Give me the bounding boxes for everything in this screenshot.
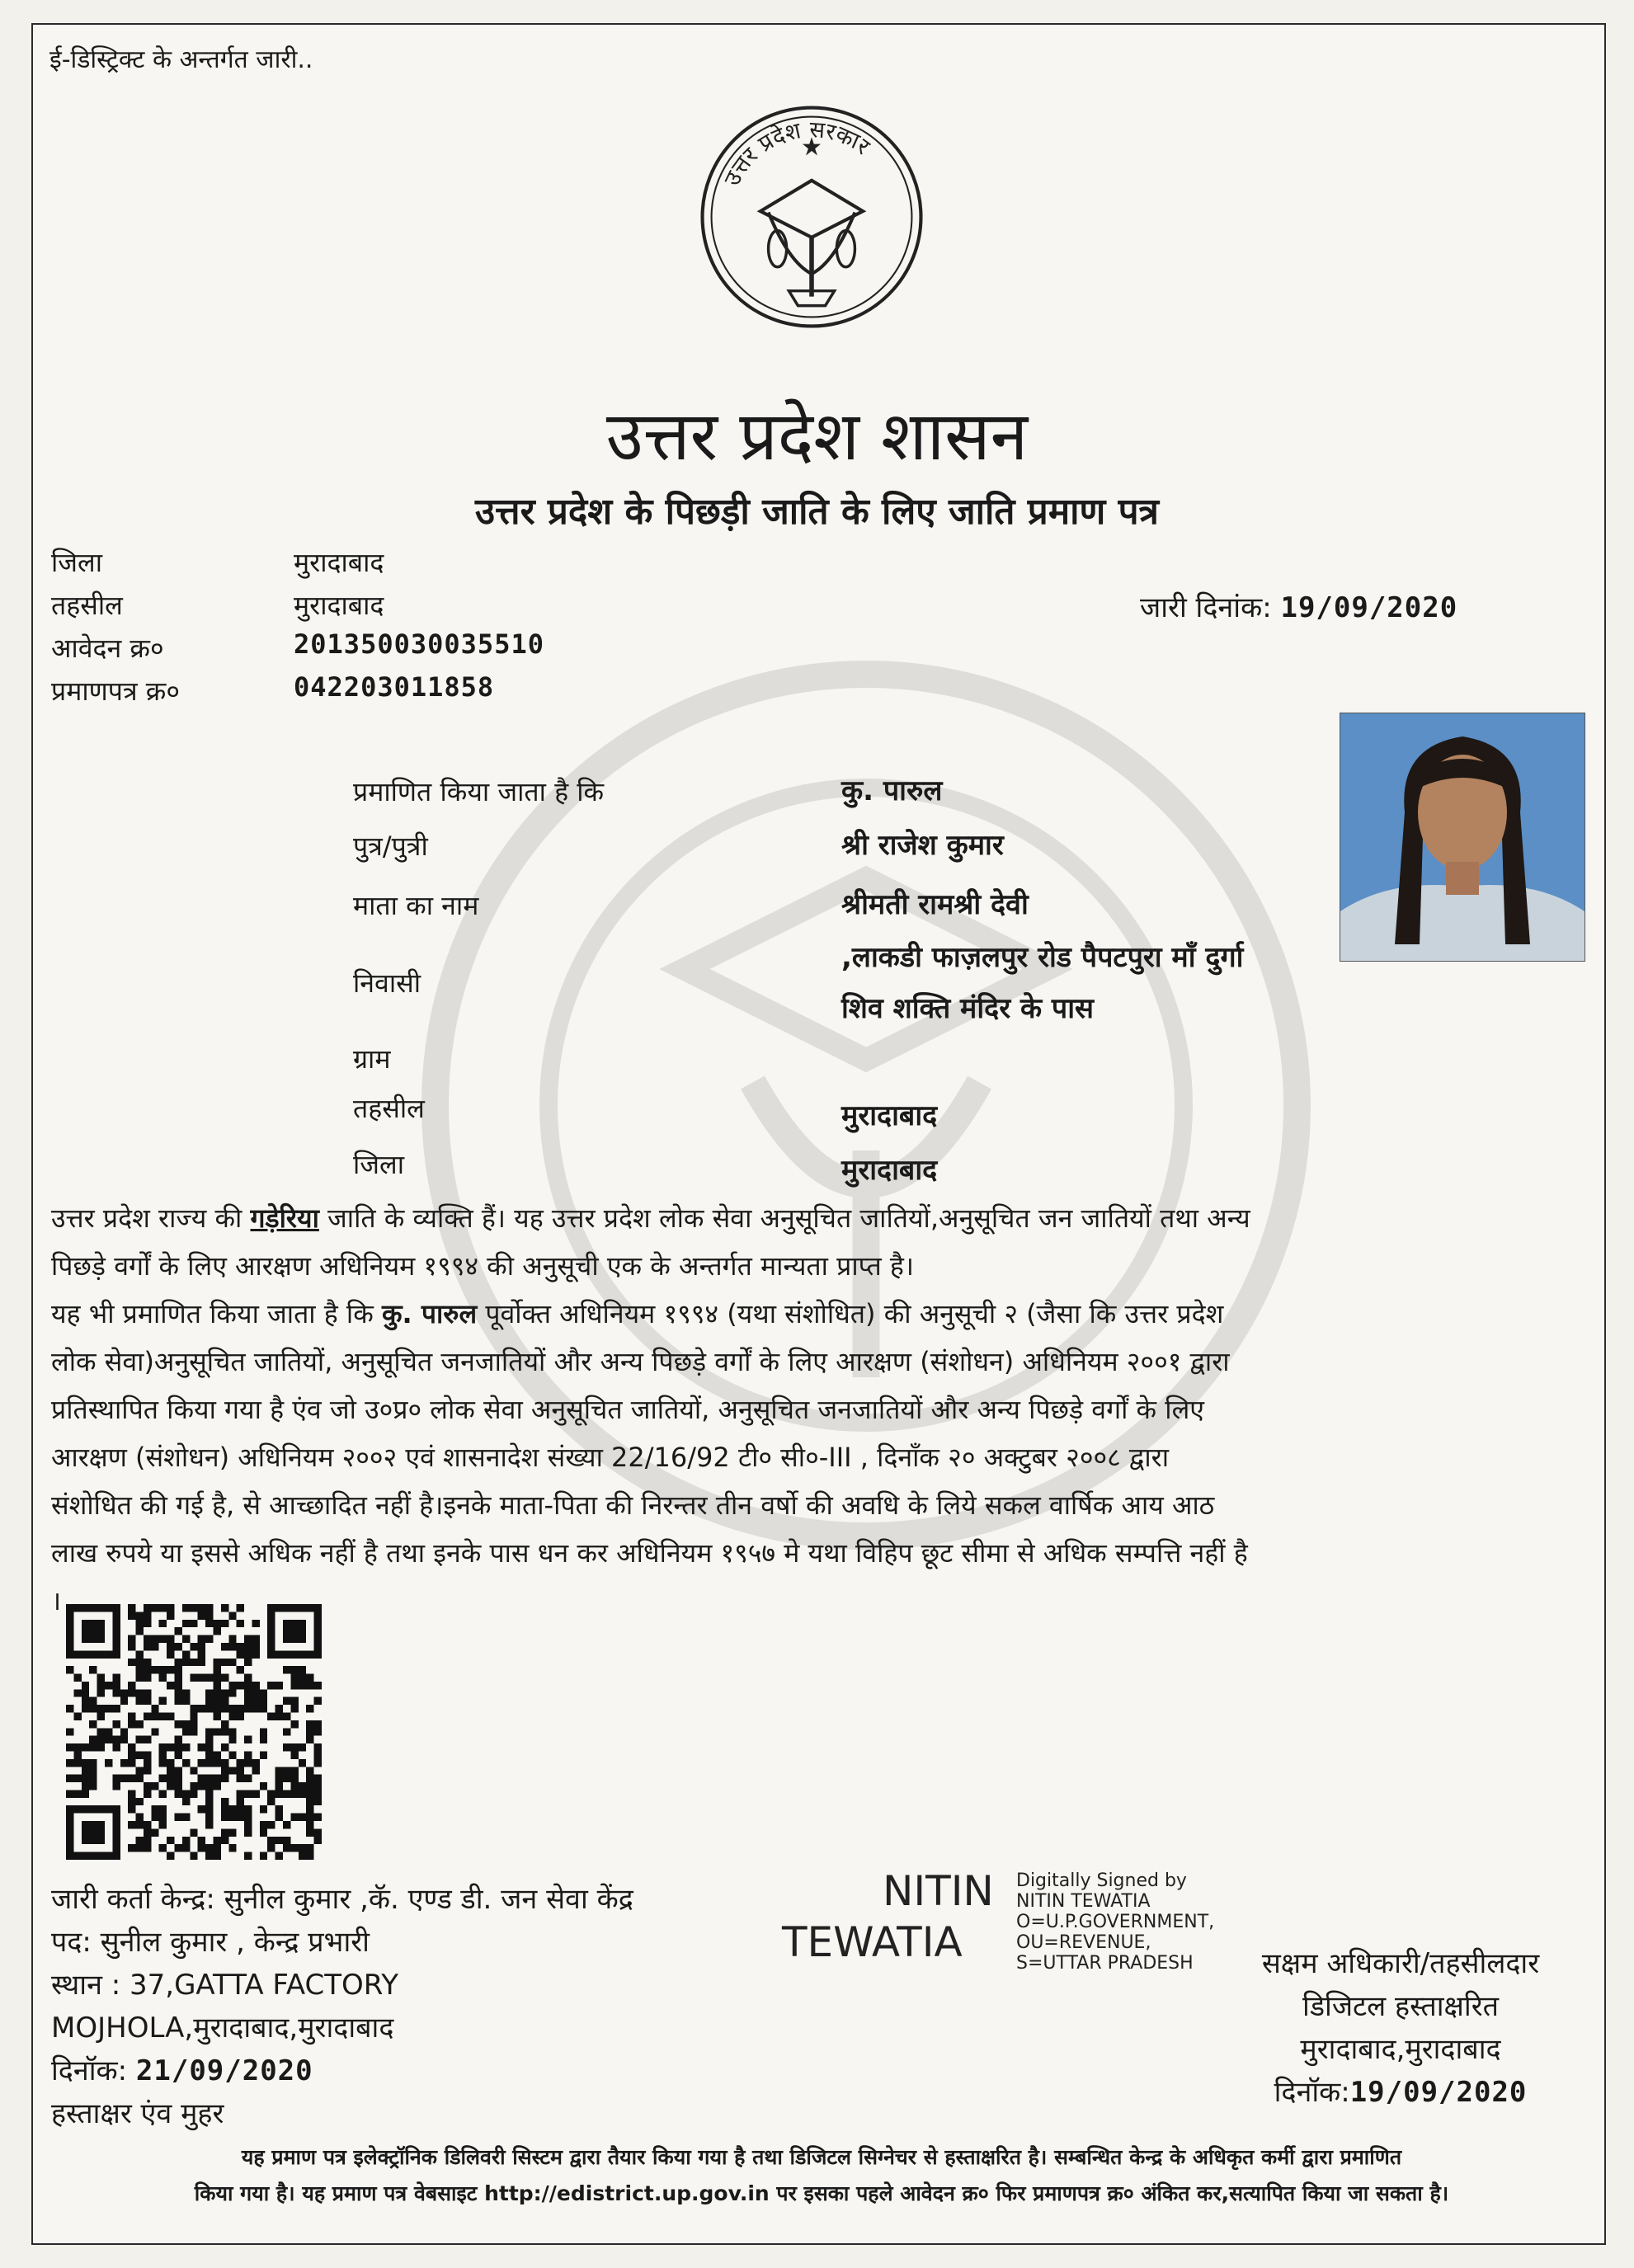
para2-line: लोक सेवा)अनुसूचित जातियों, अनुसूचित जनजातियों और अन्य पिछड़े वर्गों के लिए आरक्षण (संशोधन) अधिनियम २००१ द्वारा <box>51 1346 1230 1377</box>
issuer-place-line1: स्थान : 37,GATTA FACTORY <box>51 1969 399 2002</box>
certification-paragraph-1 <box>51 1194 1594 1290</box>
meta-value-application-no: 201350030035510 <box>294 628 544 660</box>
certificate-subtitle: उत्तर प्रदेश के पिछड़ी जाति के लिए जाति प्रमाण पत्र <box>475 491 1159 533</box>
para2-text: यह भी प्रमाणित किया जाता है कि <box>51 1298 382 1329</box>
detail-value-name: कु. पारुल <box>841 774 943 807</box>
issue-date-label: जारी दिनांक: <box>1140 591 1272 624</box>
page-title: उत्तर प्रदेश शासन <box>605 398 1029 476</box>
meta-label-certificate-no: प्रमाणपत्र क्र० <box>51 675 180 707</box>
signature-first-name: NITIN <box>883 1867 994 1915</box>
detail-value-mother: श्रीमती रामश्री देवी <box>841 888 1029 921</box>
detail-value-father: श्री राजेश कुमार <box>841 829 1004 862</box>
issuer-date-label: दिनॉक: <box>51 2054 128 2087</box>
issuer-post: पद: सुनील कुमार , केन्द्र प्रभारी <box>51 1926 370 1959</box>
official-date-value: 19/09/2020 <box>1349 2076 1528 2109</box>
para1-line2: पिछड़े वर्गों के लिए आरक्षण अधिनियम १९९४ की अनुसूची एक के अन्तर्गत मान्यता प्राप्त है। <box>51 1250 914 1282</box>
para2-line: संशोधित की गई है, से आच्छादित नहीं है।इनके माता-पिता की निरन्तर तीन वर्षो की अवधि के लिये सकल वार्षिक आय आठ <box>51 1489 1215 1521</box>
header-note: ई-डिस्ट्रिक्ट के अन्तर्गत जारी.. <box>49 45 313 74</box>
meta-label-tehsil: तहसील <box>51 590 123 621</box>
official-date-label: दिनॉक: <box>1274 2076 1350 2109</box>
detail-label-child-of: पुत्र/पुत्री <box>353 831 428 862</box>
meta-label-application-no: आवेदन क्र० <box>51 633 164 664</box>
official-role: सक्षम अधिकारी/तहसीलदार <box>1261 1947 1540 1980</box>
meta-value-district: मुरादाबाद <box>294 547 384 578</box>
para2-line: लाख रुपये या इससे अधिक नहीं है तथा इनके पास धन कर अधिनियम १९५७ मे यथा विहिप छूट सीमा से अधिक सम्पत्ति नहीं है <box>51 1537 1248 1569</box>
issue-date-value: 19/09/2020 <box>1280 591 1458 624</box>
certification-paragraph-2 <box>51 1290 1594 1625</box>
issuer-centre: जारी कर्ता केन्द्र: सुनील कुमार ,कॅ. एण्ड डी. जन सेवा केंद्र <box>51 1883 633 1916</box>
signature-last-name: TEWATIA <box>782 1918 963 1966</box>
detail-label-resident: निवासी <box>353 967 421 999</box>
signature-detail-line: NITIN TEWATIA <box>1016 1891 1151 1912</box>
state-emblem-icon <box>698 99 925 335</box>
para2-line: प्रतिस्थापित किया गया है एंव जो उ०प्र० लोक सेवा अनुसूचित जातियों, अनुसूचित जनजातियों और अन्य पिछड़े वर्गों के लिए <box>51 1394 1204 1425</box>
detail-label-mother: माता का नाम <box>353 890 479 921</box>
para2-name: कु. पारुल <box>381 1298 478 1329</box>
caste-name: गड़ेरिया <box>250 1202 319 1234</box>
official-date <box>1211 2072 1590 2110</box>
meta-label-district: जिला <box>51 547 103 578</box>
detail-label-district: जिला <box>353 1149 405 1180</box>
detail-label-village: ग्राम <box>353 1043 391 1075</box>
qr-code-icon <box>66 1604 322 1860</box>
signature-detail-line: S=UTTAR PRADESH <box>1016 1953 1194 1974</box>
detail-value-tehsil: मुरादाबाद <box>841 1099 938 1132</box>
official-place: मुरादाबाद,मुरादाबाद <box>1300 2033 1501 2066</box>
para2-line: आरक्षण (संशोधन) अधिनियम २००२ एवं शासनादेश संख्या 22/16/92 टी० सी०-III , दिनाँक २० अक्टुबर २००८ द्वारा <box>51 1442 1169 1473</box>
signature-detail-line: Digitally Signed by <box>1016 1870 1187 1891</box>
para2-line: । <box>51 1585 62 1616</box>
issue-date <box>1140 587 1457 625</box>
official-digital-sign: डिजिटल हस्ताक्षरित <box>1302 1990 1499 2023</box>
para2-text-cont: पूर्वोक्त अधिनियम १९९४ (यथा संशोधित) की अनुसूची २ (जैसा कि उत्तर प्रदेश <box>477 1298 1224 1329</box>
digital-signature-details <box>1016 1870 1214 1974</box>
detail-label-tehsil: तहसील <box>353 1093 425 1124</box>
detail-label-certified: प्रमाणित किया जाता है कि <box>353 776 605 807</box>
digital-signature-name <box>782 1866 994 1968</box>
footer-note <box>46 2139 1597 2212</box>
meta-value-tehsil: मुरादाबाद <box>294 590 384 621</box>
applicant-photo <box>1340 713 1585 962</box>
para1-text: उत्तर प्रदेश राज्य की <box>51 1202 251 1234</box>
emblem-ring-text: उत्तर प्रदेश सरकार <box>718 115 876 191</box>
detail-value-address-line2: शिव शक्ति मंदिर के पास <box>841 992 1095 1025</box>
svg-text:उत्तर प्रदेश सरकार <box>718 115 876 190</box>
signature-detail-line: OU=REVENUE, <box>1016 1932 1151 1953</box>
detail-value-address-line1: ,लाकडी फाज़लपुर रोड पैपटपुरा माँ दुर्गा <box>841 941 1244 974</box>
issuer-date-value: 21/09/2020 <box>135 2054 313 2087</box>
issuer-place-line2: MOJHOLA,मुरादाबाद,मुरादाबाद <box>51 2012 394 2044</box>
signature-detail-line: O=U.P.GOVERNMENT, <box>1016 1912 1215 1932</box>
issuer-sign-seal: हस्ताक्षर एंव मुहर <box>51 2097 224 2130</box>
meta-value-certificate-no: 042203011858 <box>294 671 495 703</box>
footer-line-2: किया गया है। यह प्रमाण पत्र वेबसाइट http://edistrict.up.gov.in पर इसका पहले आवेदन क्र० फिर प्रमाणपत्र क्र० अंकित कर,सत्यापित किया जा सकता है। <box>194 2181 1449 2205</box>
footer-line-1: यह प्रमाण पत्र इलेक्ट्रॉनिक डिलिवरी सिस्टम द्वारा तैयार किया गया है तथा डिजिटल सिग्नेचर से हस्ताक्षरित है। सम्बन्धित केन्द्र के अधिकृत कर्मी द्वारा प्रमाणित <box>241 2145 1402 2169</box>
para1-text-cont: जाति के व्यक्ति हैं। यह उत्तर प्रदेश लोक सेवा अनुसूचित जातियों,अनुसूचित जन जातियों तथा अन्य <box>318 1202 1250 1234</box>
issuer-date <box>51 2050 313 2088</box>
detail-value-district: मुरादाबाद <box>841 1154 938 1187</box>
